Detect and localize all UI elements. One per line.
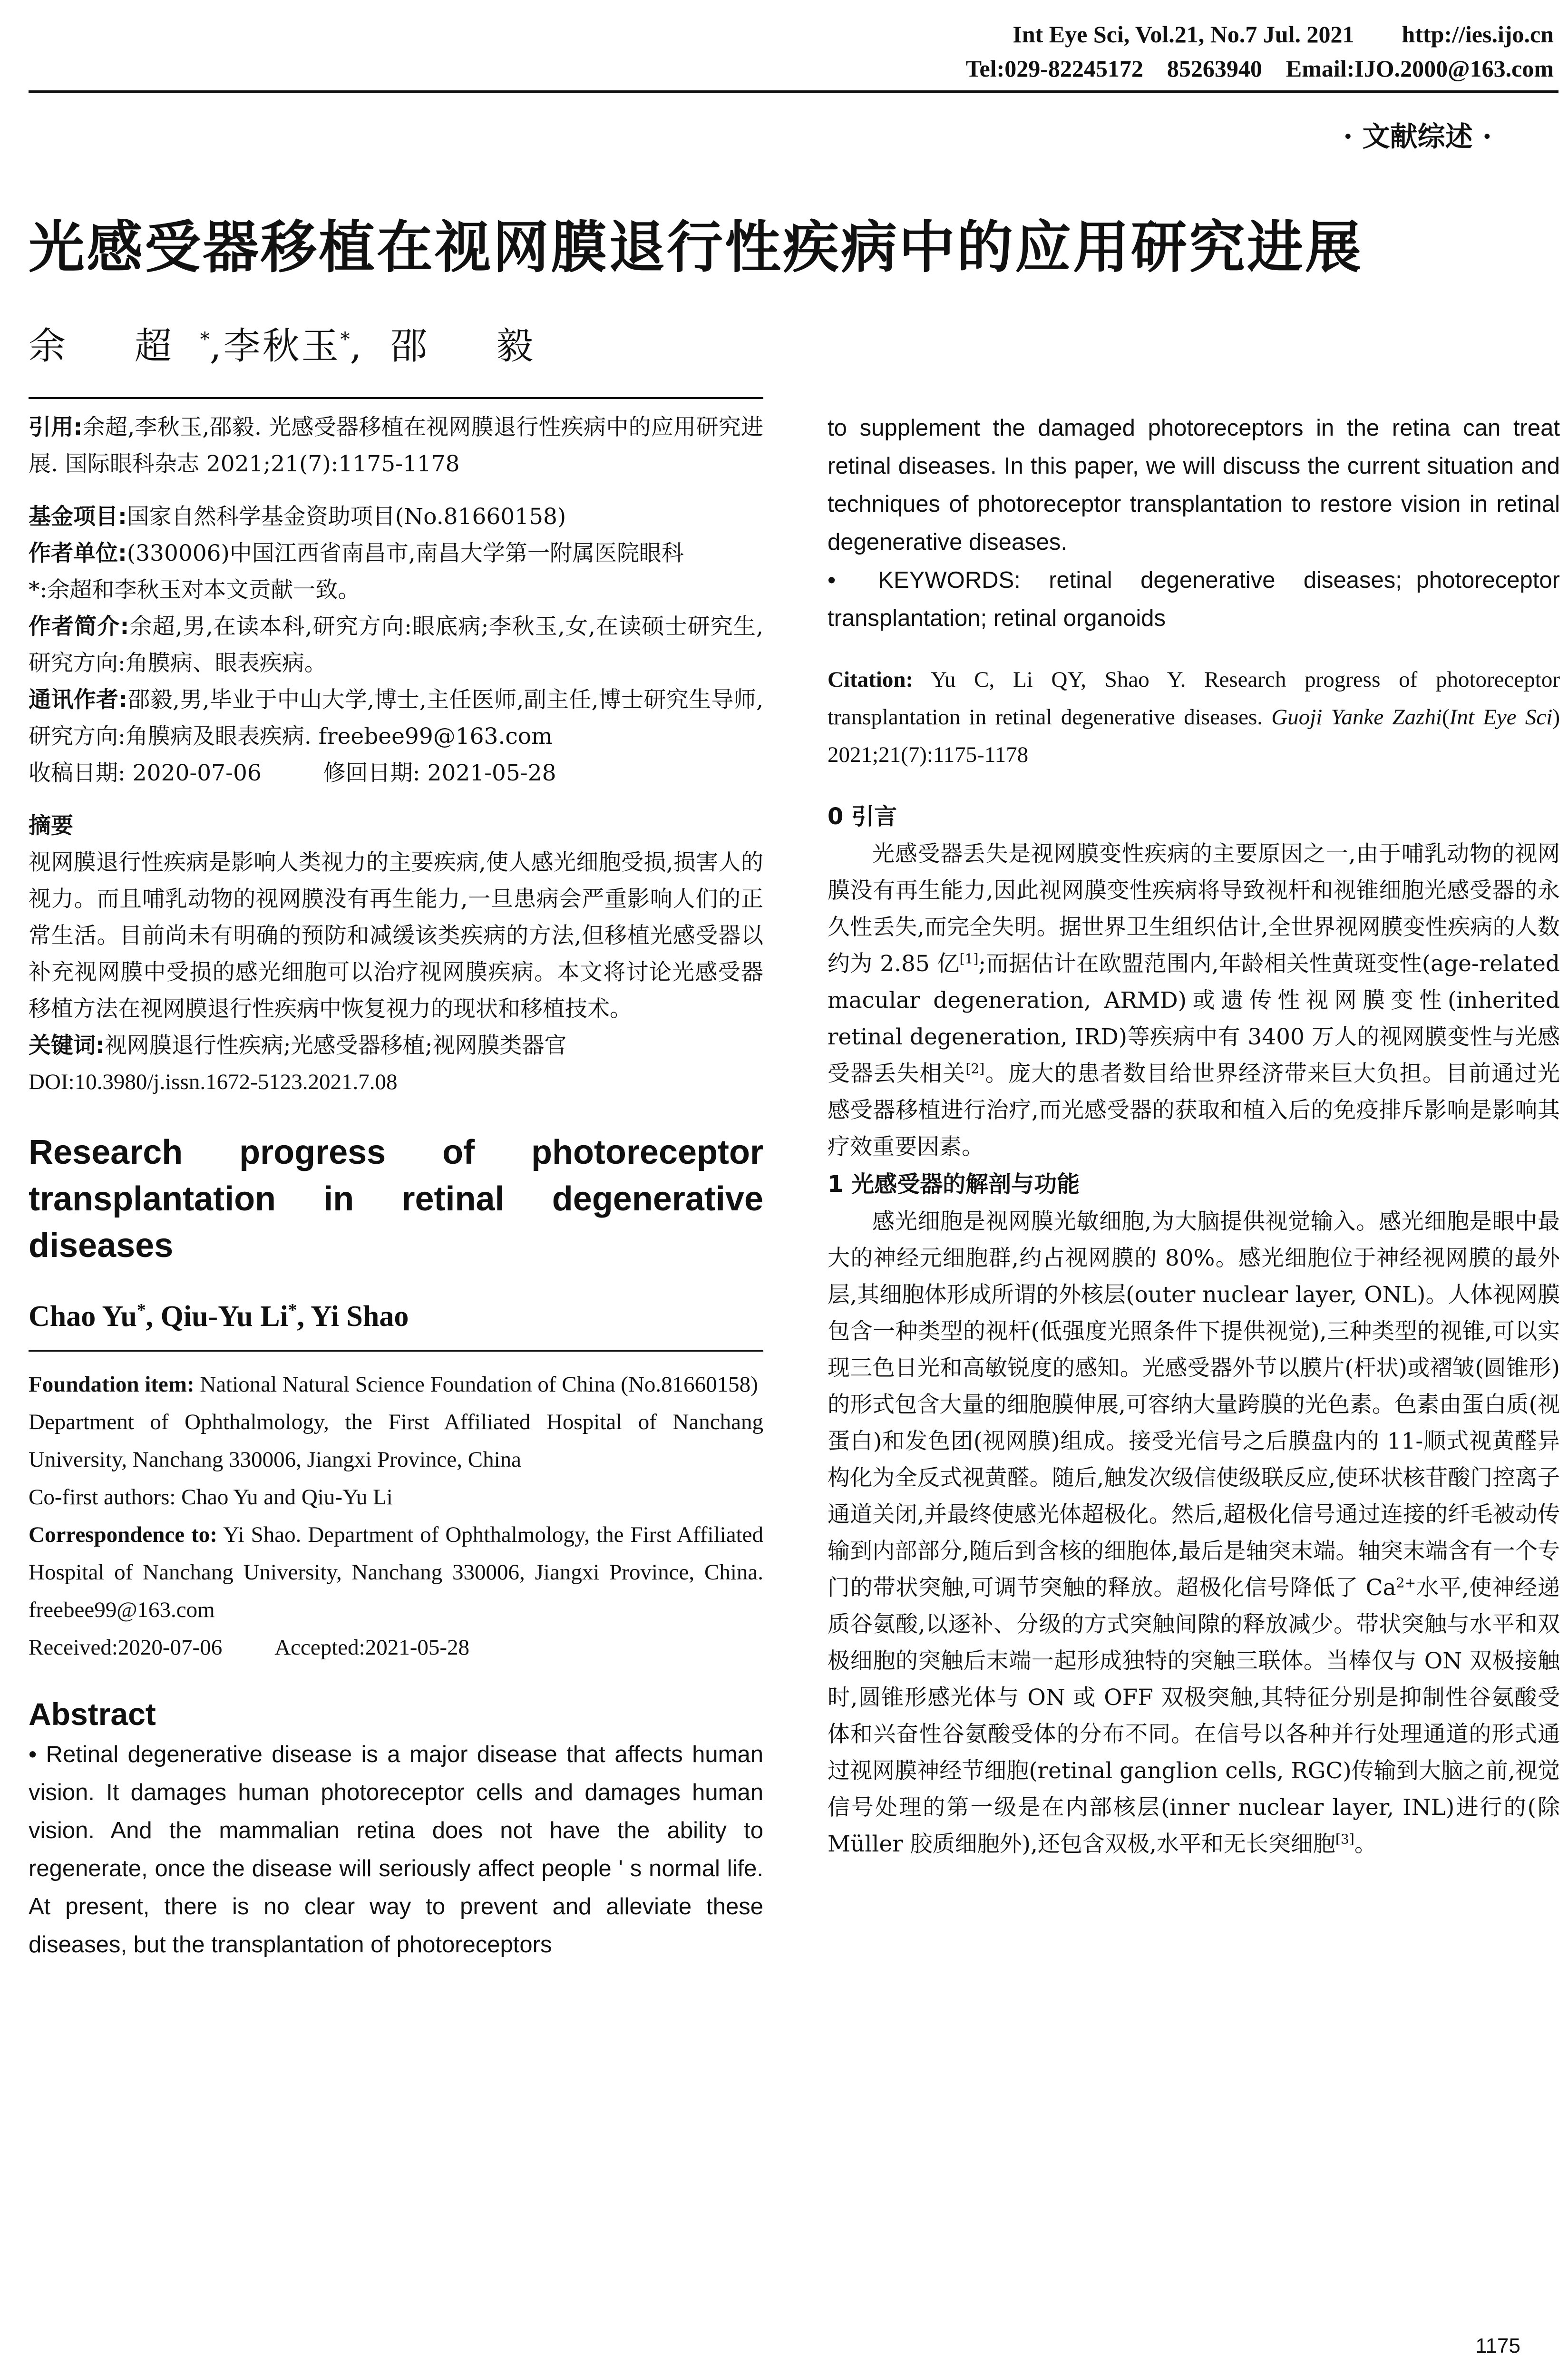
author-name: ,李秋玉: [209, 325, 341, 368]
page-number: 1175: [1475, 2334, 1520, 2358]
cofirst-en: Co-first authors: Chao Yu and Qiu-Yu Li: [29, 1485, 393, 1510]
author-name: ,邵 毅: [350, 325, 562, 368]
header-journal-line: Int Eye Sci, Vol.21, No.7 Jul. 2021 http://ies.ijo.cn: [1013, 21, 1554, 48]
keywords-en: • KEYWORDS: retinal degenerative diseases; photoreceptor transplantation; retinal organoids: [828, 567, 1567, 631]
section-1-heading: 1 光感受器的解剖与功能: [828, 1171, 1080, 1198]
authors-en: Chao Yu*, Qiu-Yu Li*, Yi Shao: [29, 1300, 409, 1333]
bio-cn: 作者简介:余超,男,在读本科,研究方向:眼底病;李秋玉,女,在读硕士研究生,研究方向:角膜病、眼表疾病。: [29, 614, 763, 676]
abstract-en: • Retinal degenerative disease is a major disease that affects human vision. It damages human photoreceptor cells and damages human vision. And the mammalian retina does not have the ability to regenerate, once the disease will seriously affect people ' s normal life. At present, there is no clear way to prevent and alleviate these diseases, but the transplantation of photoreceptors: [29, 1742, 763, 1958]
article-title-en: Research progress of photoreceptor transplantation in retinal degenerative diseases: [29, 1133, 763, 1265]
citation-cn: 引用:余超,李秋玉,邵毅. 光感受器移植在视网膜退行性疾病中的应用研究进展. 国际眼科杂志 2021;21(7):1175-1178: [29, 414, 763, 477]
abstract-head-en: Abstract: [29, 1696, 156, 1732]
abstract-head-cn: 摘要: [29, 813, 73, 839]
authors-cn: [29, 316, 562, 370]
author-mark: *: [340, 329, 350, 351]
department-en: Department of Ophthalmology, the First Affiliated Hospital of Nanchang University, Nanchang 330006, Jiangxi Province, China: [29, 1410, 763, 1472]
left-column: [29, 409, 763, 2340]
doi: DOI:10.3980/j.issn.1672-5123.2021.7.08: [29, 1070, 398, 1094]
dates-en: Received:2020-07-06 Accepted:2021-05-28: [29, 1635, 470, 1660]
citation-en: Citation: Yu C, Li QY, Shao Y. Research progress of photoreceptor transplantation in retinal degenerative diseases. Guoji Yanke Zazhi(Int Eye Sci) 2021;21(7):1175-1178: [828, 667, 1560, 767]
header-contact-line: Tel:029-82245172 85263940 Email:IJO.2000@163.com: [965, 55, 1554, 82]
section-tag: · 文献综述 ·: [1343, 120, 1492, 153]
abstract-en-continued: to supplement the damaged photoreceptors in the retina can treat retinal diseases. In this paper, we will discuss the current situation and techniques of photoreceptor transplantation to restore vision in retinal degenerative diseases.: [828, 415, 1560, 555]
author-mark: *: [200, 329, 210, 351]
header-rule: [29, 90, 1558, 93]
unit-cn: 作者单位:(330006)中国江西省南昌市,南昌大学第一附属医院眼科: [29, 540, 684, 566]
author-name: 余 超: [29, 325, 200, 368]
section-0-paragraph: 光感受器丢失是视网膜变性疾病的主要原因之一,由于哺乳动物的视网膜没有再生能力,因此视网膜变性疾病将导致视杆和视锥细胞光感受器的永久性丢失,而完全失明。据世界卫生组织估计,全世界视网膜变性疾病的人数约为 2.85 亿[1];而据估计在欧盟范围内,年龄相关性黄斑变性(age-related macular degeneration, ARMD)或遗传性视网膜变性(inherited retinal degeneration, IRD)等疾病中有 3400 万人的视网膜变性与光感受器丢失相关[2]。庞大的患者数目给世界经济带来巨大负担。目前通过光感受器移植进行治疗,而光感受器的获取和植入后的免疫排斥影响是影响其疗效重要因素。: [828, 841, 1560, 1160]
right-column: [828, 409, 1567, 2340]
abstract-cn: 视网膜退行性疾病是影响人类视力的主要疾病,使人感光细胞受损,损害人的视力。而且哺乳动物的视网膜没有再生能力,一旦患病会严重影响人们的正常生活。目前尚未有明确的预防和减缓该类疾病的方法,但移植光感受器以补充视网膜中受损的感光细胞可以治疗视网膜疾病。本文将讨论光感受器移植方法在视网膜退行性疾病中恢复视力的现状和移植技术。: [29, 849, 763, 1022]
correspondence-en: Correspondence to: Yi Shao. Department of Ophthalmology, the First Affiliated Hospital of Nanchang University, Nanchang 330006, Jiangxi Province, China. freebee99@163.com: [29, 1522, 763, 1622]
section-1-paragraph: 感光细胞是视网膜光敏细胞,为大脑提供视觉输入。感光细胞是眼中最大的神经元细胞群,约占视网膜的 80%。感光细胞位于神经视网膜的最外层,其细胞体形成所谓的外核层(outer nuclear layer, ONL)。人体视网膜包含一种类型的视杆(低强度光照条件下提供视觉),三种类型的视锥,可以实现三色日光和高敏锐度的感知。光感受器外节以膜片(杆状)或褶皱(圆锥形)的形式包含大量的细胞膜伸展,可容纳大量跨膜的光色素。色素由蛋白质(视蛋白)和发色团(视网膜)组成。接受光信号之后膜盘内的 11-顺式视黄醛异构化为全反式视黄醛。随后,触发次级信使级联反应,使环状核苷酸门控离子通道关闭,并最终使感光体超极化。然后,超极化信号通过连接的纤毛被动传输到内部部分,随后到含核的细胞体,最后是轴突末端。轴突末端含有一个专门的带状突触,可调节突触的释放。超极化信号降低了 $Ca^{2+}$水平,使神经递质谷氨酸,以逐补、分级的方式突触间隙的释放减少。带状突触与水平和双极细胞的突触后末端一起形成独特的突触三联体。当棒仅与 ON 双极接触时,圆锥形感光体与 ON 或 OFF 双极突触,其特征分别是抑制性谷氨酸受体和兴奋性谷氨酸受体的分布不同。在信号以各种并行处理通道的形式通过视网膜神经节细胞(retinal ganglion cells, RGC)传输到大脑之前,视觉信号处理的第一级是在内部核层(inner nuclear layer, INL)进行的(除 Müller 胶质细胞外),还包含双极,水平和无长突细胞[3]。: [828, 1208, 1560, 1857]
cofirst-cn: *:余超和李秋玉对本文贡献一致。: [29, 577, 360, 603]
keywords-cn: 关键词:视网膜退行性疾病;光感受器移植;视网膜类器官: [29, 1033, 567, 1059]
fund-cn: 基金项目:国家自然科学基金资助项目(No.81660158): [29, 504, 566, 530]
article-title-cn: 光感受器移植在视网膜退行性疾病中的应用研究进展: [29, 214, 1363, 280]
dates-cn: 收稿日期: 2020-07-06 修回日期: 2021-05-28: [29, 760, 556, 786]
foundation-en: Foundation item: National Natural Science Foundation of China (No.81660158): [29, 1372, 758, 1397]
section-0-heading: 0 引言: [828, 803, 897, 830]
corr-cn: 通讯作者:邵毅,男,毕业于中山大学,博士,主任医师,副主任,博士研究生导师,研究方向:角膜病及眼表疾病. freebee99@163.com: [29, 687, 764, 750]
left-column-top-rule: [29, 397, 763, 399]
